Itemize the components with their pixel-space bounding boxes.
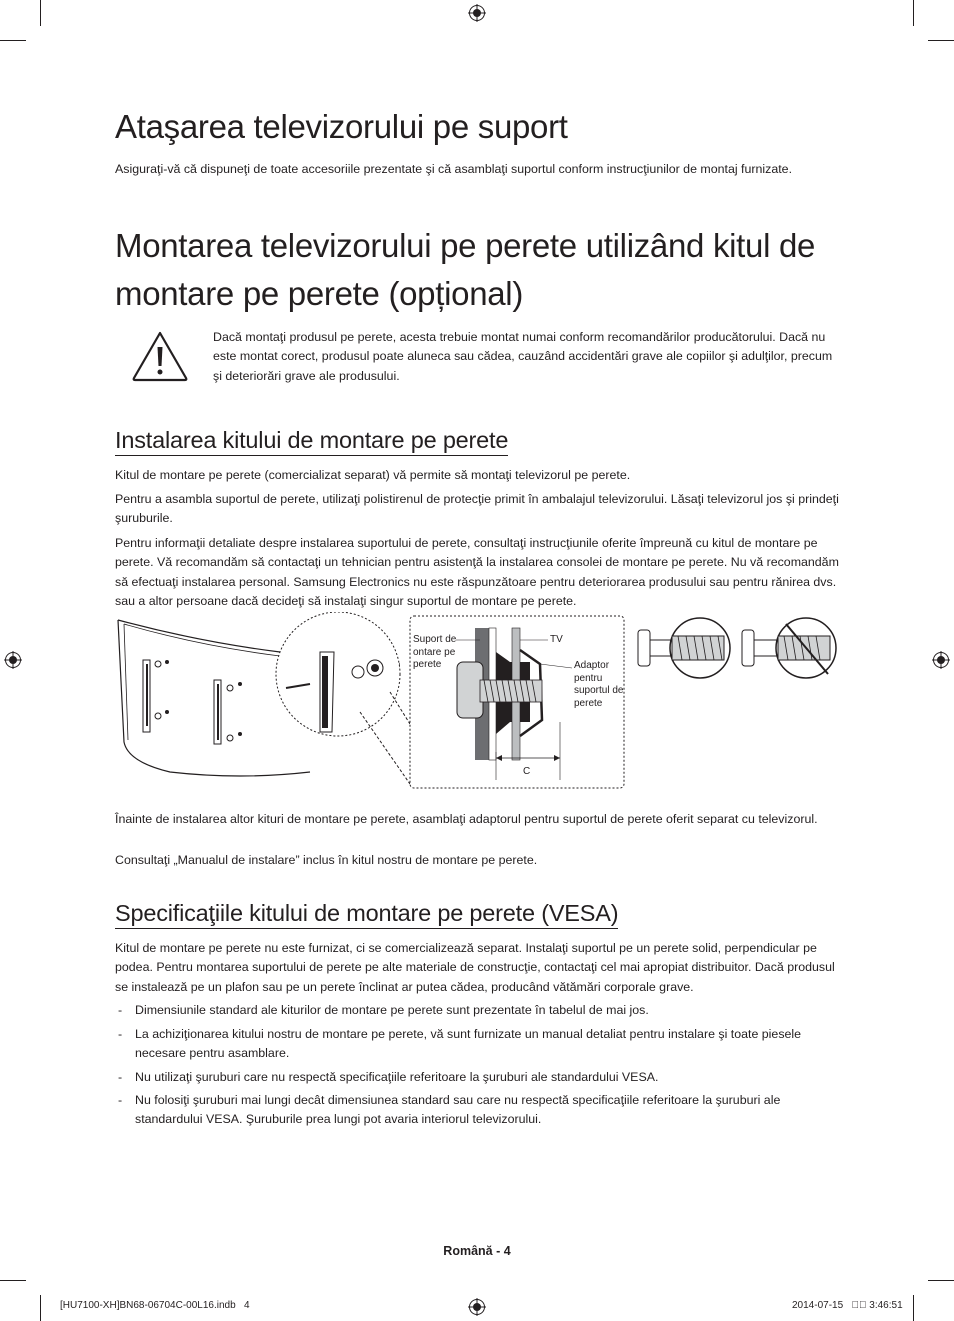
list-item-text: Nu folosiţi şuruburi mai lungi decât dimensiunea standard sau care nu respectă specificaţiile referitoare la şuruburi ale standardului VESA. Şuruburile prea lungi pot avaria interiorul televizorului. [135,1093,781,1127]
crop-mark [928,1280,954,1281]
page-number: Română - 4 [443,1244,511,1258]
install-heading: Instalarea kitului de montare pe perete [115,427,508,456]
list-item-text: Dimensiunile standard ale kiturilor de montare pe perete sunt prezentate în tabelul de mai jos. [135,1003,649,1017]
wall-mount-diagram [110,612,845,792]
vesa-paragraph: Kitul de montare pe perete nu este furnizat, ci se comercializează separat. Instalaţi suportul pe un perete solid, perpendicular pe podea. Pentru montarea suportului de perete pe alte materiale de construcţie, contactaţi cel mai apropiat distribuitor. Dacă produsul se instalează pe un plafon sau pe un perete înclinat ar putea cădea, producând vătămări corporale grave. [115,941,835,994]
crop-mark [0,1280,26,1281]
page-title: Ataşarea televizorului pe suport [115,108,568,145]
registration-mark-icon [932,651,950,669]
diagram-label-c: C [523,766,531,777]
registration-mark-icon [4,651,22,669]
bullet-dash: - [118,1003,123,1017]
diagram-label-adapter: Adaptor pentru suportul de perete [574,660,624,709]
crop-mark [40,0,41,26]
install-paragraph: Pentru informaţii detaliate despre instalarea suportului de perete, consultaţi instrucţiunile oferite împreună cu kitul de montare pe perete. Vă recomandăm să contactaţi un tehnician pentru asistenţă la instalarea consolei de montare pe perete. Nu vă recomandăm să efectuaţi instalarea personal. Samsung Electronics nu este răspunzătoare pentru deteriorarea produsului sau pentru rănirea dvs. sau a altor persoane dacă decideţi să instalaţi singur suportul de montare pe perete. [115,536,839,608]
zoom-detail-circle [276,612,410,784]
install-paragraph: Înainte de instalarea altor kituri de montare pe perete, asamblaţi adaptorul pentru suportul de perete oferit separat cu televizorul. [115,812,818,826]
diagram-label-tv: TV [550,634,563,645]
crop-mark [40,1295,41,1321]
crop-mark [0,40,26,41]
screw-correct-illustration [638,618,730,678]
registration-mark-icon [468,4,486,22]
crop-mark [928,40,954,41]
install-paragraph: Consultaţi „Manualul de instalare” inclus în kitul nostru de montare pe perete. [115,853,538,867]
warning-text: Dacă montaţi produsul pe perete, acesta trebuie montat numai conform recomandărilor producătorului. Dacă nu este montat corect, produsul poate aluneca sau cădea, cauzând accidentări grave ale copiilor şi adulţilor, precum şi deteriorări grave ale produsului. [213,330,833,383]
bullet-dash: - [118,1027,123,1041]
intro-text: Asiguraţi-vă că dispuneţi de toate accesoriile prezentate şi că asamblaţi suportul conform instrucţiunilor de montaj furnizate. [115,162,793,176]
screw-incorrect-illustration [742,618,836,678]
install-paragraph: Kitul de montare pe perete (comercializat separat) vă permite să montaţi televizorul pe perete. [115,468,631,482]
footer-file-name: [HU7100-XH]BN68-06704C-00L16.indb 4 [60,1300,250,1311]
bullet-dash: - [118,1093,123,1107]
section-title: Montarea televizorului pe perete utilizând kitul de montare pe perete (opțional) [115,227,816,312]
footer-datetime: 2014-07-15    3:46:51 [792,1300,903,1311]
list-item-text: La achiziţionarea kitului nostru de montare pe perete, vă sunt furnizate un manual detaliat pentru instalare şi toate piesele necesare pentru asamblare. [135,1027,802,1061]
list-item-text: Nu utilizaţi şuruburi care nu respectă specificaţiile referitoare la şuruburi ale standardului VESA. [135,1070,659,1084]
diagram-label-mount: Suport de ontare pe perete [413,634,457,670]
install-paragraph: Pentru a asambla suportul de perete, utilizaţi polistirenul de protecţie primit în ambalajul televizorului. Lăsaţi televizorul jos şi prindeţi şuruburile. [115,492,839,526]
bullet-dash: - [118,1070,123,1084]
crop-mark [913,0,914,26]
crop-mark [913,1295,914,1321]
warning-triangle-icon [131,330,189,382]
registration-mark-icon [468,1298,486,1316]
vesa-heading: Specificaţiile kitului de montare pe perete (VESA) [115,900,618,929]
